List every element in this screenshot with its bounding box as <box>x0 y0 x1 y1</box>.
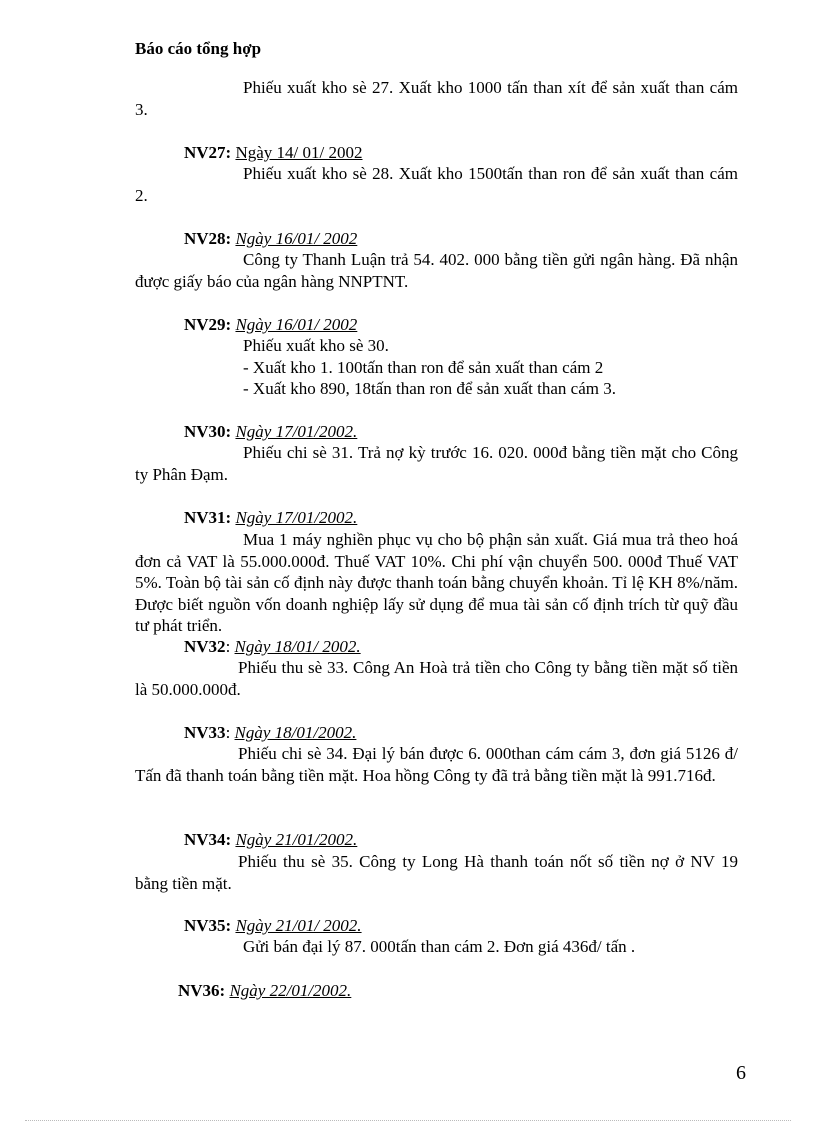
paragraph-text: Phiếu xuất kho sè 27. Xuất kho 1000 tấn than xít để sản xuất than cám 3. <box>135 78 738 119</box>
entry-label: NV35: <box>184 916 232 935</box>
entry-label: NV36: <box>178 981 226 1000</box>
paragraph-text: Phiếu xuất kho sè 28. Xuất kho 1500tấn than ron để sản xuất than cám 2. <box>135 164 738 205</box>
entry-separator: : <box>225 723 231 742</box>
document-title: Báo cáo tổng hợp <box>135 39 262 58</box>
paragraph-text: Mua 1 máy nghiền phục vụ cho bộ phận sản xuất. Giá mua trả theo hoá đơn cả VAT là 55.000.000đ. Thuế VAT 10%. Chi phí vận chuyển 500. 000đ Thuế VAT 5%. Toàn bộ tài sản cố định này được thanh toán bằng chuyển khoản. Tỉ lệ KH 8%/năm. Được biết nguồn vốn doanh nghiệp lấy sử dụng để mua tài sản cố định trích từ quỹ đầu tư phát triển. <box>135 530 738 636</box>
entry-heading-nv35 <box>184 915 362 937</box>
body-line: Gửi bán đại lý 87. 000tấn than cám 2. Đơn giá 436đ/ tấn . <box>243 937 636 956</box>
entry-body-nv31 <box>135 529 738 637</box>
entry-heading-nv34 <box>184 829 357 851</box>
entry-body-nv30 <box>135 442 738 485</box>
entry-heading-nv27 <box>184 142 363 164</box>
entry-body-nv32 <box>135 657 738 700</box>
body-line: Phiếu xuất kho sè 30. <box>243 336 389 355</box>
entry-date: Ngày 18/01/ 2002. <box>234 637 361 656</box>
entry-label: NV29: <box>184 315 232 334</box>
paragraph-text: Phiếu thu sè 35. Công ty Long Hà thanh toán nốt số tiền nợ ở NV 19 bằng tiền mặt. <box>135 852 738 893</box>
entry-heading-nv30 <box>184 421 357 443</box>
entry-date: Ngày 14/ 01/ 2002 <box>235 143 363 162</box>
entry-label: NV34: <box>184 830 232 849</box>
entry-date: Ngày 21/01/ 2002. <box>235 916 362 935</box>
entry-heading-nv31 <box>184 507 357 529</box>
entry-date: Ngày 16/01/ 2002 <box>235 229 358 248</box>
entry-date: Ngày 21/01/2002. <box>235 830 358 849</box>
entry-date: Ngày 22/01/2002. <box>229 981 352 1000</box>
entry-date: Ngày 16/01/ 2002 <box>235 315 358 334</box>
entry-date: Ngày 18/01/2002. <box>234 723 357 742</box>
entry-heading-nv32 <box>184 636 361 658</box>
paragraph-text: Phiếu thu sè 33. Công An Hoà trả tiền cho Công ty bằng tiền mặt số tiền là 50.000.000đ. <box>135 658 738 699</box>
entry-label: NV31: <box>184 508 232 527</box>
entry-date: Ngày 17/01/2002. <box>235 508 358 527</box>
paragraph-text: Công ty Thanh Luận trả 54. 402. 000 bằng tiền gửi ngân hàng. Đã nhận được giấy báo của ngân hàng NNPTNT. <box>135 250 738 291</box>
body-line: - Xuất kho 890, 18tấn than ron để sản xuất than cám 3. <box>243 379 616 399</box>
entry-heading-nv33 <box>184 722 356 744</box>
page-number: 6 <box>736 1062 746 1084</box>
entry-body-nv35 <box>135 936 738 958</box>
entry-label: NV32 <box>184 637 226 656</box>
page-bottom-divider <box>25 1120 791 1121</box>
entry-label: NV27: <box>184 143 232 162</box>
entry-heading-nv28 <box>184 228 357 250</box>
entry-heading-nv36 <box>178 980 351 1002</box>
entry-label: NV30: <box>184 422 232 441</box>
intro-paragraph <box>135 77 738 120</box>
entry-body-nv33 <box>135 743 738 786</box>
entry-label: NV28: <box>184 229 232 248</box>
paragraph-text: Phiếu chi sè 34. Đại lý bán được 6. 000than cám cám 3, đơn giá 5126 đ/ Tấn đã thanh toán bằng tiền mặt. Hoa hồng Công ty đã trả bằng tiền mặt là 991.716đ. <box>135 744 738 785</box>
entry-body-nv27 <box>135 163 738 206</box>
entry-body-nv29 <box>135 335 738 400</box>
entry-body-nv34 <box>135 851 738 894</box>
body-line: - Xuất kho 1. 100tấn than ron để sản xuất than cám 2 <box>243 357 604 377</box>
entry-body-nv28 <box>135 249 738 292</box>
entry-date: Ngày 17/01/2002. <box>235 422 358 441</box>
entry-separator: : <box>225 637 231 656</box>
entry-heading-nv29 <box>184 314 357 336</box>
entry-label: NV33 <box>184 723 226 742</box>
paragraph-text: Phiếu chi sè 31. Trả nợ kỳ trước 16. 020. 000đ bằng tiền mặt cho Công ty Phân Đạm. <box>135 443 738 484</box>
